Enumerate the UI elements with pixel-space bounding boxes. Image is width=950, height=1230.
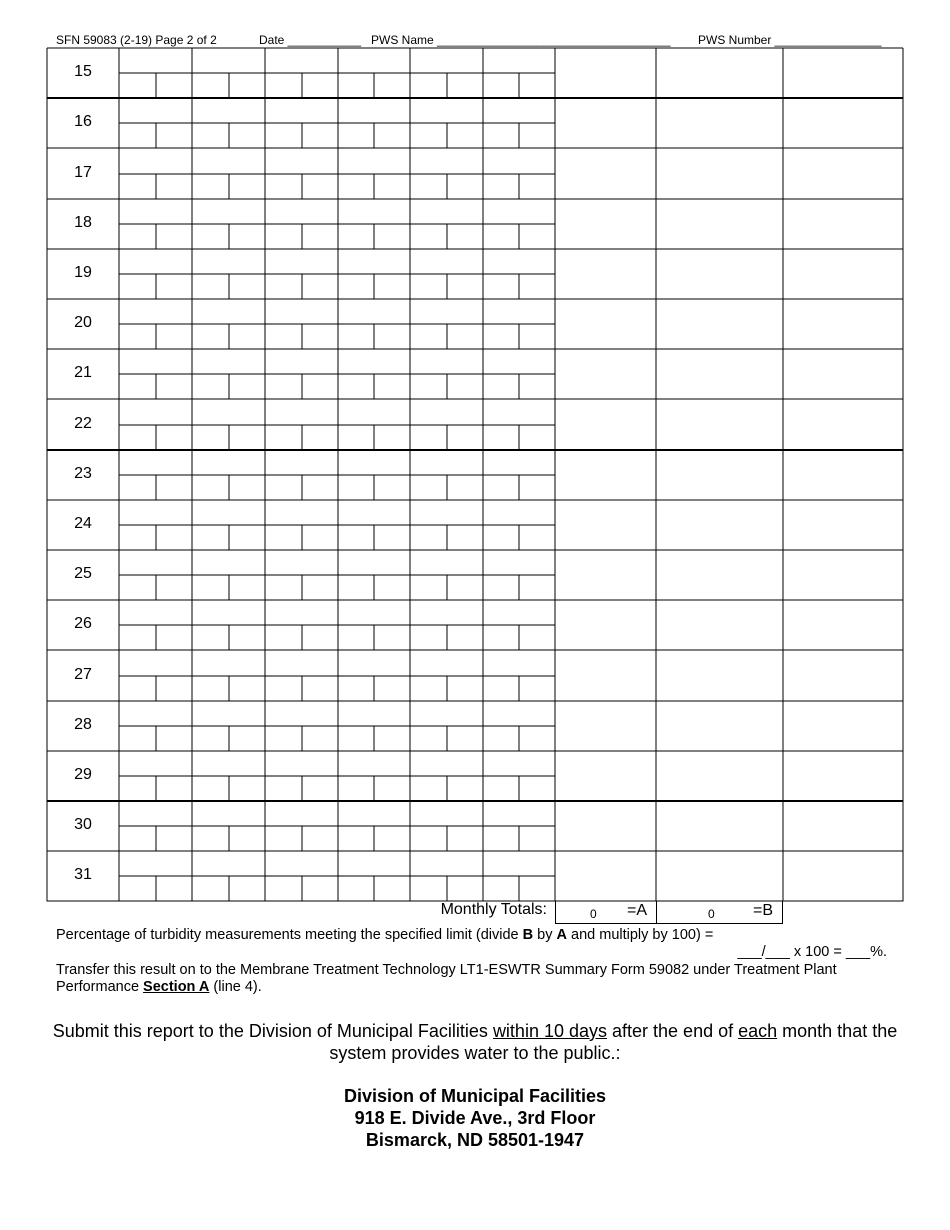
pws-name-field[interactable]: PWS Name ___________________________________ [371,33,671,47]
row-day-number: 18 [74,214,92,231]
row-day-number: 17 [74,164,92,181]
transfer-instruction: Transfer this result on to the Membrane Treatment Technology LT1-ESWTR Summary Form 59082 under Treatment Plant Performance Section A (line 4). [56,962,837,995]
row-day-number: 25 [74,565,92,582]
row-day-number: 31 [74,866,92,883]
row-day-number: 21 [74,364,92,381]
total-a-value: 0 [590,907,597,921]
total-a-label: =A [627,902,648,919]
row-day-number: 28 [74,716,92,733]
row-day-number: 19 [74,264,92,281]
row-day-number: 27 [74,666,92,683]
form-id: SFN 59083 (2-19) Page 2 of 2 [56,33,217,47]
address-line-1: Division of Municipal Facilities [343,1086,607,1106]
submit-instruction: Submit this report to the Division of Municipal Facilities within 10 days after the end of each month that the system provides water to the public.: [52,1021,898,1063]
total-b-value: 0 [708,907,715,921]
row-day-number: 26 [74,615,92,632]
row-day-number: 20 [74,314,92,331]
row-day-number: 16 [74,113,92,130]
row-day-number: 23 [74,465,92,482]
pws-number-field[interactable]: PWS Number ________________ [698,33,882,47]
date-field[interactable]: Date ___________ [259,33,362,47]
row-day-number: 29 [74,766,92,783]
row-day-number: 15 [74,63,92,80]
total-b-label: =B [753,902,774,919]
row-day-number: 22 [74,415,92,432]
total-a-box[interactable] [555,901,657,924]
percentage-calculation[interactable]: ___/___ x 100 = ___%. [737,944,887,960]
percentage-instruction: Percentage of turbidity measurements meeting the specified limit (divide B by A and multiply by 100) = [56,927,714,943]
address-line-3: Bismarck, ND 58501-1947 [365,1130,585,1150]
row-day-number: 30 [74,816,92,833]
address-line-2: 918 E. Divide Ave., 3rd Floor [354,1108,596,1128]
monthly-totals-label: Monthly Totals: [440,901,547,918]
mailing-address [0,1085,950,1151]
row-day-number: 24 [74,515,92,532]
total-b-box[interactable] [656,901,783,924]
